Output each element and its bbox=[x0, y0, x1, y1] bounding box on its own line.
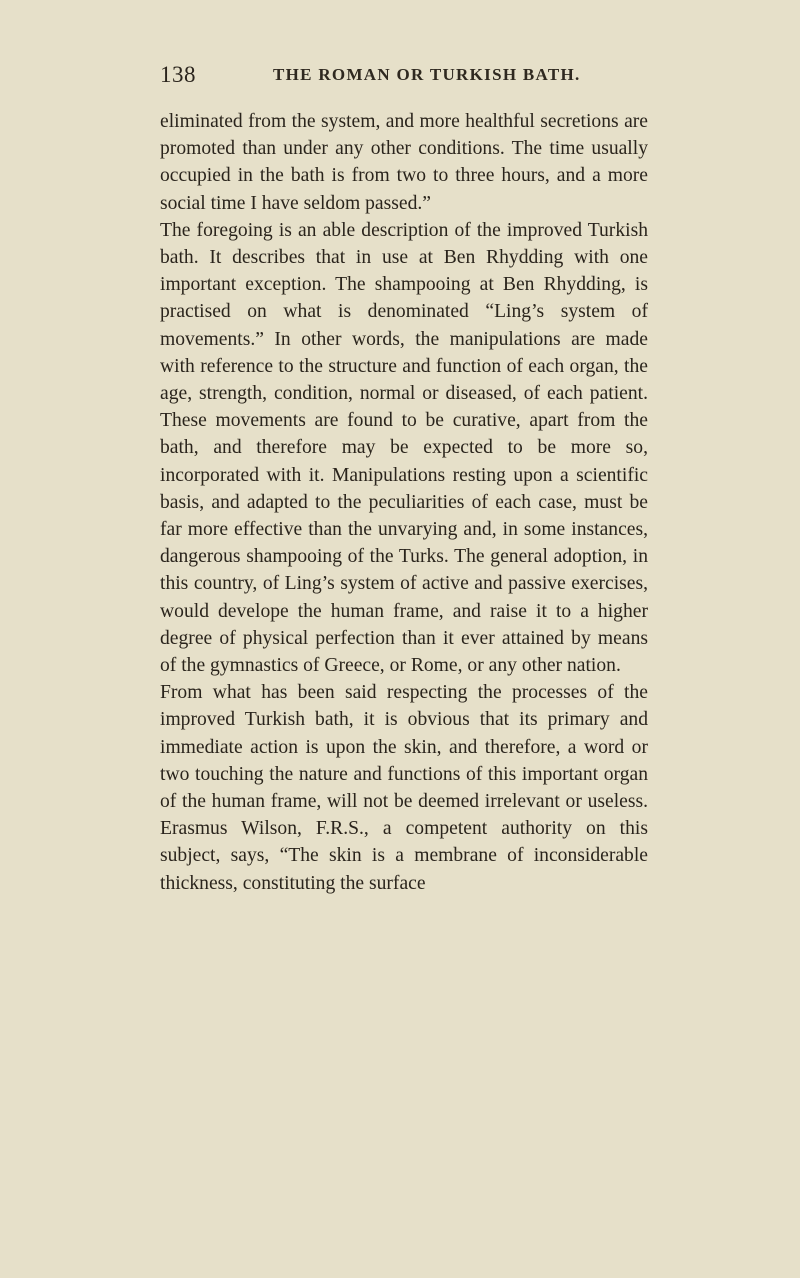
paragraph-skin: From what has been said respecting the processes of the improved Turkish bath, it is obvious that its primary and immediate action is upon the skin, and therefore, a word or two touching the nature and functions of this important organ of the human frame, will not be deemed irrelevant or useless. Erasmus Wilson, F.R.S., a competent authority on this subject, says, “The skin is a membrane of inconsiderable thickness, constituting the surface bbox=[160, 682, 648, 894]
body-text bbox=[160, 108, 648, 897]
page-header bbox=[160, 62, 760, 92]
running-head: THE ROMAN OR TURKISH BATH. bbox=[273, 65, 581, 84]
paragraph-continued: eliminated from the system, and more healthful secretions are promoted than under any other conditions. The time usually occupied in the bath is from two to three hours, and a more social time I have seldom passed.” bbox=[160, 111, 648, 214]
paragraph-ling-system: The foregoing is an able description of the improved Turkish bath. It describes that in use at Ben Rhydding with one important exception. The shampooing at Ben Rhydding, is practised on what is denominated “Ling’s system of movements.” In other words, the manipulations are made with reference to the structure and function of each organ, the age, strength, condition, normal or diseased, of each patient. These movements are found to be curative, apart from the bath, and therefore may be expected to be more so, incorporated with it. Manipulations resting upon a scientific basis, and adapted to the peculiarities of each case, must be far more effective than the unvarying and, in some instances, dangerous shampooing of the Turks. The general adoption, in this country, of Ling’s system of active and passive exercises, would develope the human frame, and raise it to a higher degree of physical perfection than it ever attained by means of the gymnastics of Greece, or Rome, or any other nation. bbox=[160, 219, 648, 677]
page-number: 138 bbox=[160, 62, 196, 87]
